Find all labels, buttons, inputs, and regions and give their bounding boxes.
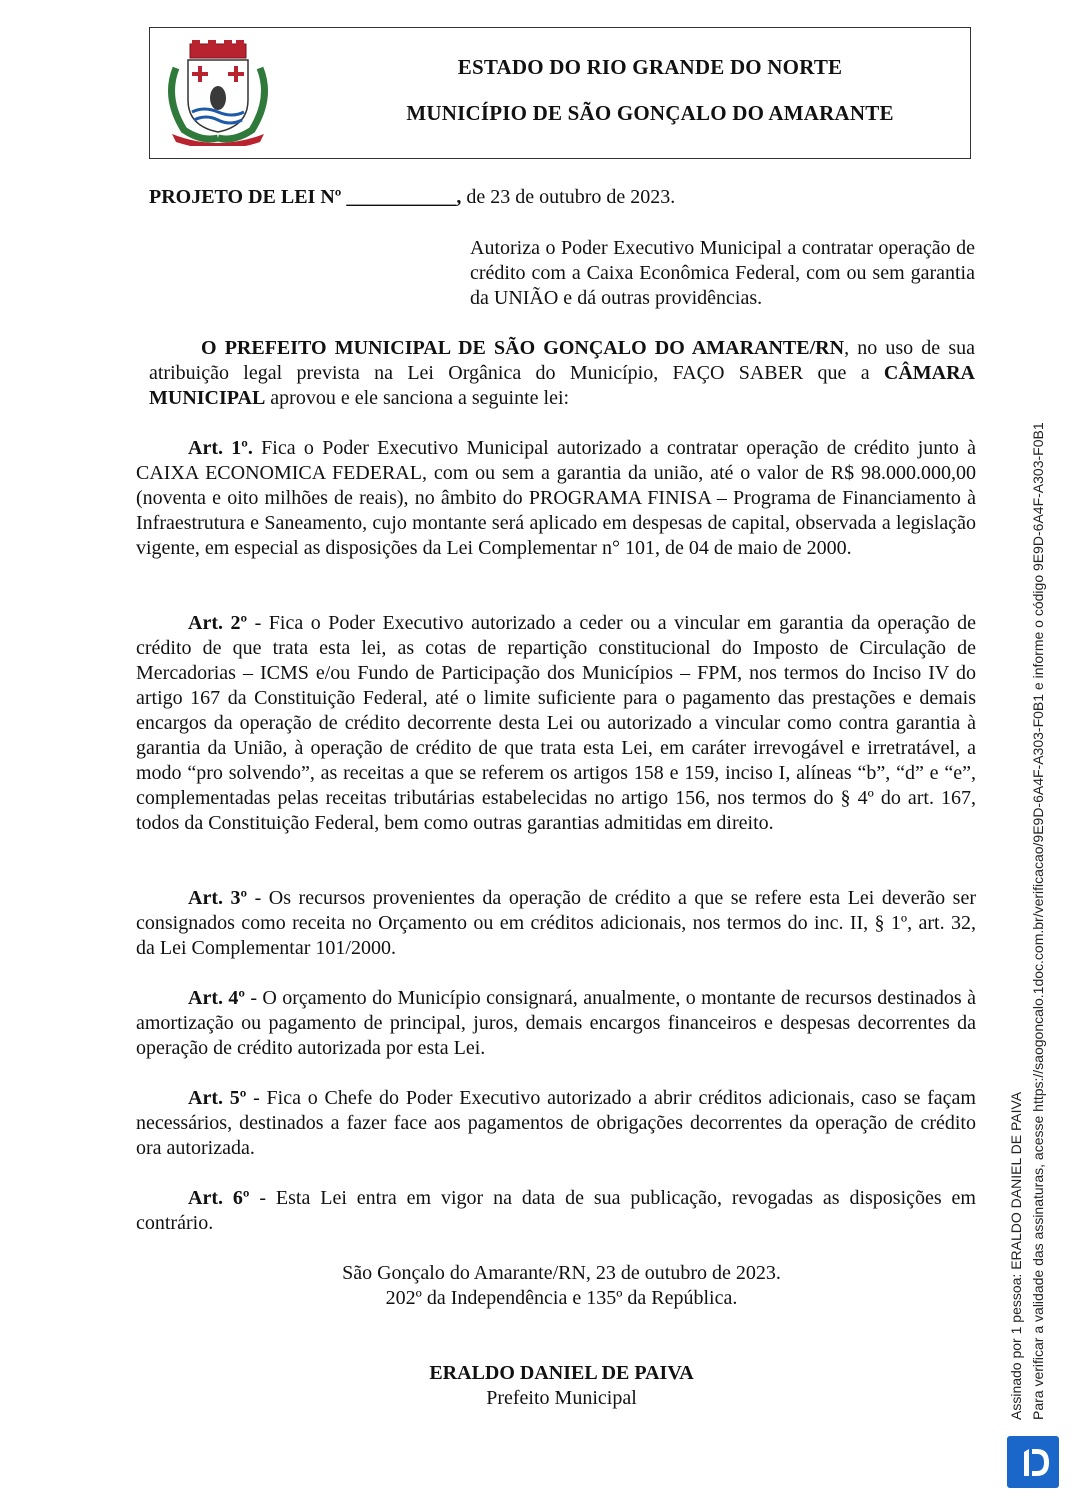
article-text: - Esta Lei entra em vigor na data de sua publicação, revogadas as disposições em contrário. — [136, 1187, 976, 1234]
law-ementa: Autoriza o Poder Executivo Municipal a contratar operação de crédito com a Caixa Econômica Federal, com ou sem garantia da UNIÃO e dá outras providências. — [470, 237, 975, 309]
article-4 — [136, 986, 976, 1061]
closing-block — [0, 1261, 1080, 1311]
signature-block — [0, 1361, 1080, 1411]
article-1 — [136, 436, 976, 561]
article-label: Art. 1º. — [188, 437, 253, 459]
article-6 — [136, 1186, 976, 1236]
signer-role: Prefeito Municipal — [486, 1387, 637, 1409]
intro-bold-mayor: O PREFEITO MUNICIPAL DE SÃO GONÇALO DO AMARANTE/RN — [201, 337, 845, 359]
article-3 — [136, 886, 976, 961]
article-text: - O orçamento do Município consignará, anualmente, o montante de recursos destinados à amortização ou pagamento de principal, juros, demais encargos financeiros e despesas decorrentes da operação de crédito autorizada por esta Lei. — [136, 987, 976, 1059]
article-text: - Os recursos provenientes da operação de crédito a que se refere esta Lei deverão ser consignados como receita no Orçamento ou em créditos adicionais, nos termos do inc. II, § 1º, art. 32, da Lei Complementar 101/2000. — [136, 887, 976, 959]
article-label: Art. 6º — [188, 1187, 250, 1209]
1doc-logo-icon — [1007, 1436, 1059, 1488]
article-label: Art. 5º — [188, 1087, 247, 1109]
intro-paragraph — [149, 336, 975, 411]
intro-bold-chamber: CÂMARA MUNICIPAL — [149, 362, 975, 409]
article-text: - Fica o Chefe do Poder Executivo autorizado a abrir créditos adicionais, caso se façam necessários, destinados a fazer face aos pagamentos de obrigações decorrentes da operação de crédito ora autorizada. — [136, 1087, 976, 1159]
header-box — [149, 27, 971, 159]
municipal-crest-icon — [162, 38, 274, 146]
1doc-logo-icon — [1007, 1436, 1059, 1488]
signed-by-line: Assinado por 1 pessoa: ERALDO DANIEL DE PAIVA — [1008, 1091, 1024, 1420]
place-date: São Gonçalo do Amarante/RN, 23 de outubro de 2023. — [342, 1262, 781, 1284]
intro-text-2: aprovou e ele sanciona a seguinte lei: — [265, 387, 570, 409]
municipality-title: MUNICÍPIO DE SÃO GONÇALO DO AMARANTE — [406, 101, 894, 125]
article-2 — [136, 611, 976, 836]
intro-text-1: , no uso de sua atribuição legal prevista na Lei Orgânica do Município, FAÇO SABER que a — [149, 337, 975, 384]
signer-name: ERALDO DANIEL DE PAIVA — [429, 1362, 694, 1384]
article-5 — [136, 1086, 976, 1161]
verification-text — [1005, 422, 1049, 1420]
law-title — [149, 186, 675, 209]
state-title: ESTADO DO RIO GRANDE DO NORTE — [457, 55, 843, 79]
verification-link-line[interactable]: Para verificar a validade das assinaturas, acesse https://saogoncalo.1doc.com.br/verificacao/9E9D-6A4F-A303-F0B1 e informe o código 9E9D-6A4F-A303-F0B1 — [1030, 422, 1046, 1420]
article-label: Art. 3º — [188, 887, 248, 909]
article-text: Fica o Poder Executivo Municipal autorizado a contratar operação de crédito junto à CAIXA ECONOMICA FEDERAL, com ou sem a garantia da união, até o valor de R$ 98.000.000,00 (noventa e oito milhões de reais), no âmbito do PROGRAMA FINISA – Programa de Financiamento à Infraestrutura e Saneamento, cujo montante será aplicado em despesas de capital, observada a legislação vigente, em especial as disposições da Lei Complementar n° 101, de 04 de maio de 2000. — [136, 437, 976, 559]
article-label: Art. 4º — [188, 987, 245, 1009]
law-date: de 23 de outubro de 2023. — [461, 186, 676, 208]
law-number: PROJETO DE LEI Nº ___________, — [149, 186, 462, 208]
article-text: - Fica o Poder Executivo autorizado a ceder ou a vincular em garantia da operação de crédito de que trata esta lei, as cotas de repartição constitucional do Imposto de Circulação de Mercadorias – ICMS e/ou Fundo de Participação dos Municípios – FPM, nos termos do Inciso IV do artigo 167 da Constituição Federal, até o limite suficiente para o pagamento das prestações e demais encargos da operação de crédito decorrente desta Lei ou autorizado a vincular como contra garantia à garantia da União, à operação de crédito de que trata esta Lei, em caráter irrevogável e irretratável, a modo “pro solvendo”, as receitas a que se referem os artigos 158 e 159, inciso I, alíneas “b”, “d” e “e”, complementadas pelas receitas tributárias estabelecidas no artigo 156, nos termos do § 4º do art. 167, todos da Constituição Federal, bem como outras garantias admitidas em direito. — [136, 612, 976, 834]
article-label: Art. 2º — [188, 612, 248, 634]
independence-year: 202º da Independência e 135º da República. — [385, 1287, 738, 1309]
signature-verification-sidebar — [1005, 422, 1053, 1420]
